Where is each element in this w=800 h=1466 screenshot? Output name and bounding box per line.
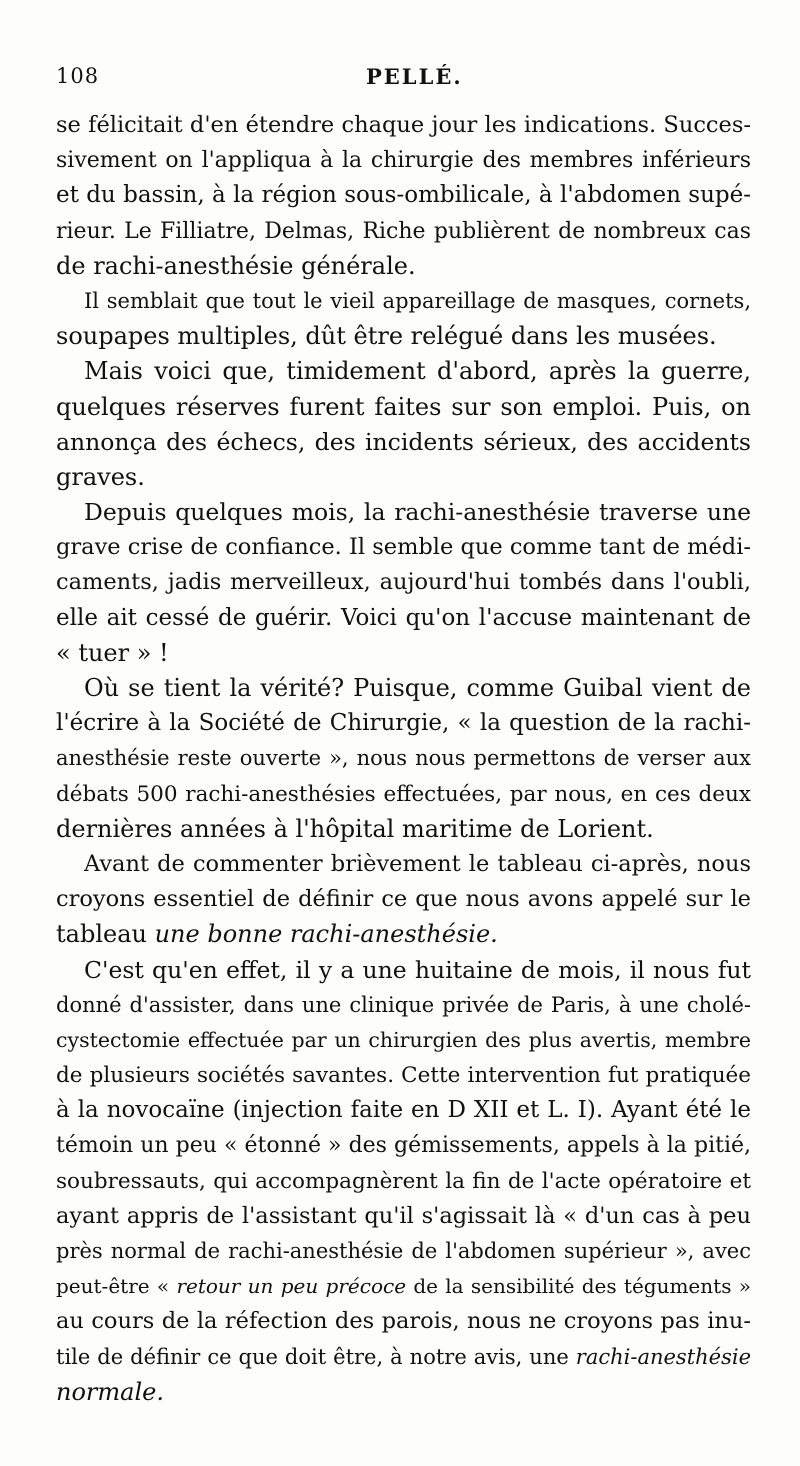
text-line: annonça des échecs, des incidents sérieux, des accidents bbox=[56, 427, 751, 456]
italic-phrase: rachi-anesthésie bbox=[575, 1344, 751, 1369]
text-line: dernières années à l'hôpital maritime de Lorient. bbox=[56, 814, 654, 843]
text-line: témoin un peu « étonné » des gémissements, appels à la pitié, bbox=[56, 1133, 751, 1159]
text-line: rieur. Le Filliatre, Delmas, Riche publièrent de nombreux cas bbox=[56, 218, 751, 244]
running-head: PELLÉ. bbox=[366, 64, 463, 89]
text-line: ayant appris de l'assistant qu'il s'agissait là « d'un cas à peu bbox=[56, 1202, 751, 1229]
text-line: de rachi-anesthésie générale. bbox=[56, 251, 416, 280]
text-line: graves. bbox=[56, 462, 145, 491]
text-line: et du bassin, à la région sous-ombilicale, à l'abdomen supé- bbox=[56, 182, 751, 209]
text-line bbox=[56, 1375, 751, 1410]
text-line: croyons essentiel de définir ce que nous avons appelé sur le bbox=[56, 886, 751, 913]
text-run: de la sensibilité des téguments » bbox=[406, 1274, 751, 1299]
text-line bbox=[56, 1340, 751, 1375]
text-line: Il semblait que tout le vieil appareillage de masques, cornets, bbox=[84, 288, 751, 313]
text-line: « tuer » ! bbox=[56, 638, 169, 667]
text-run: tile de définir ce que doit être, à notre avis, une bbox=[56, 1344, 576, 1369]
page-header bbox=[56, 64, 751, 104]
text-line: caments, jadis merveilleux, aujourd'hui tombés dans l'oubli, bbox=[56, 569, 751, 596]
text-line: près normal de rachi-anesthésie de l'abdomen supérieur », avec bbox=[56, 1239, 751, 1263]
text-line: quelques réserves furent faites sur son emploi. Puis, on bbox=[56, 392, 751, 421]
body-text bbox=[56, 108, 751, 1410]
text-line bbox=[56, 1269, 751, 1304]
text-line: cystectomie effectuée par un chirurgien des plus avertis, membre bbox=[56, 1027, 751, 1052]
text-run: tableau bbox=[56, 920, 155, 949]
text-line: l'écrire à la Société de Chirurgie, « la question de la rachi- bbox=[56, 710, 751, 737]
text-line: au cours de la réfection des parois, nous ne croyons pas inu- bbox=[56, 1308, 751, 1335]
italic-phrase: retour un peu précoce bbox=[176, 1274, 407, 1299]
text-line: Avant de commenter brièvement le tableau ci-après, nous bbox=[84, 850, 751, 877]
text-line bbox=[56, 917, 751, 952]
text-line: de plusieurs sociétés savantes. Cette intervention fut pratiquée bbox=[56, 1063, 751, 1089]
text-line: soubressauts, qui accompagnèrent la fin de l'acte opératoire et bbox=[56, 1168, 751, 1194]
text-run: peut-être « bbox=[56, 1274, 177, 1299]
text-line: Mais voici que, timidement d'abord, après la guerre, bbox=[84, 357, 751, 386]
page-number: 108 bbox=[56, 64, 100, 88]
text-line: Depuis quelques mois, la rachi-anesthésie traverse une bbox=[84, 498, 751, 527]
text-line: donné d'assister, dans une clinique privée de Paris, à une cholé- bbox=[56, 992, 751, 1017]
text-line: grave crise de confiance. Il semble que comme tant de médi- bbox=[56, 534, 751, 561]
italic-phrase: normale. bbox=[56, 1377, 164, 1406]
text-line: à la novocaïne (injection faite en D XII et L. I). Ayant été le bbox=[56, 1097, 751, 1124]
text-line: anesthésie reste ouverte », nous nous permettons de verser aux bbox=[56, 746, 751, 771]
text-line: sivement on l'appliqua à la chirurgie des membres inférieurs bbox=[56, 148, 751, 174]
text-line: Où se tient la vérité? Puisque, comme Guibal vient de bbox=[84, 674, 751, 702]
text-line: débats 500 rachi-anesthésies effectuées, par nous, en ces deux bbox=[56, 781, 751, 807]
text-line: soupapes multiples, dût être relégué dans les musées. bbox=[56, 322, 717, 351]
text-line: se félicitait d'en étendre chaque jour les indications. Succes- bbox=[56, 112, 751, 138]
text-line: C'est qu'en effet, il y a une huitaine de mois, il nous fut bbox=[84, 955, 751, 984]
text-line: elle ait cessé de guérir. Voici qu'on l'accuse maintenant de bbox=[56, 604, 751, 631]
italic-phrase: une bonne rachi-anesthésie. bbox=[154, 920, 498, 949]
